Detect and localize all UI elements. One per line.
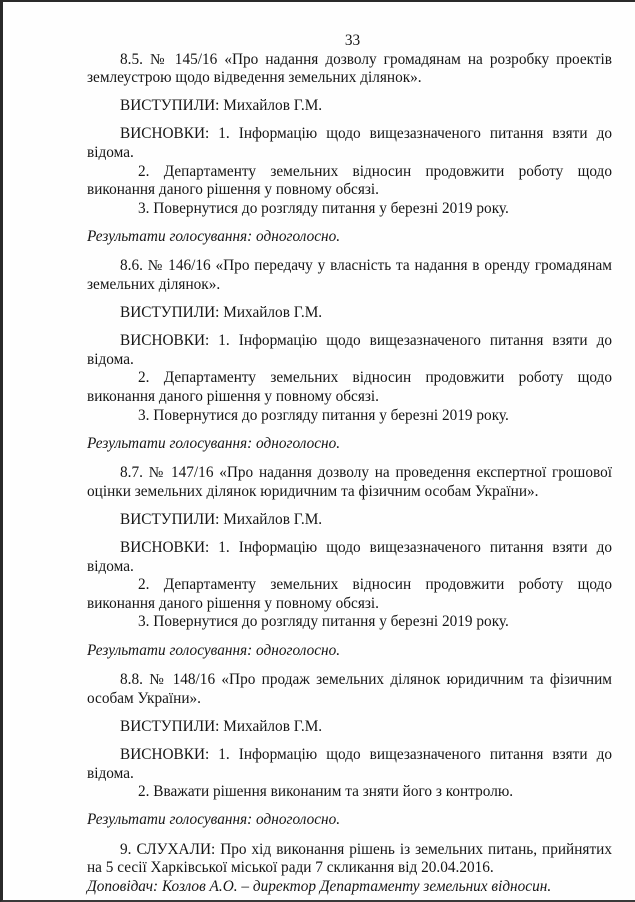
item-spoke: ВИСТУПИЛИ: Михайлов Г.М. — [120, 304, 323, 322]
agenda-item-8-7 — [87, 464, 612, 660]
item-spoke: ВИСТУПИЛИ: Михайлов Г.М. — [120, 97, 323, 115]
agenda-item-9 — [87, 841, 612, 897]
item-conclusion-2: 2. Департаменту земельних відносин продовжити роботу щодо виконання даного рішення у повному обсязі. — [87, 576, 612, 612]
item-vote-result: Результати голосування: одноголосно. — [87, 434, 341, 452]
item-conclusion-2: 2. Департаменту земельних відносин продовжити роботу щодо виконання даного рішення у повному обсязі. — [87, 162, 612, 199]
heard-statement: 9. СЛУХАЛИ: Про хід виконання рішень із земельних питань, прийнятих на 5 сесії Харківської міської ради 7 скликання від 20.04.2016. — [87, 840, 612, 877]
agenda-item-8-6 — [87, 257, 612, 453]
item-conclusion-1: ВИСНОВКИ: 1. Інформацію щодо вищезазначеного питання взяти до відома. — [87, 332, 612, 368]
item-conclusion-3: 3. Повернутися до розгляду питання у березні 2019 року. — [138, 613, 509, 631]
item-vote-result: Результати голосування: одноголосно. — [87, 641, 341, 659]
item-conclusion-2: 2. Департаменту земельних відносин продовжити роботу щодо виконання даного рішення у повному обсязі. — [87, 369, 612, 405]
item-conclusion-3: 3. Повернутися до розгляду питання у березні 2019 року. — [138, 406, 509, 424]
page-number: 33 — [344, 32, 361, 49]
item-title: 8.6. № 146/16 «Про передачу у власність та надання в оренду громадянам земельних ділянок». — [87, 257, 612, 294]
item-conclusion-1: ВИСНОВКИ: 1. Інформацію щодо вищезазначеного питання взяти до відома. — [87, 745, 612, 782]
item-title: 8.7. № 147/16 «Про надання дозволу на проведення експертної грошової оцінки земельних ділянок юридичним та фізичним особам України». — [87, 464, 612, 500]
item-spoke: ВИСТУПИЛИ: Михайлов Г.М. — [120, 510, 323, 528]
item-conclusion-1: ВИСНОВКИ: 1. Інформацію щодо вищезазначеного питання взяти до відома. — [87, 125, 612, 161]
item-title: 8.8. № 148/16 «Про продаж земельних ділянок юридичним та фізичним особам України». — [87, 671, 612, 707]
item-spoke: ВИСТУПИЛИ: Михайлов Г.М. — [120, 717, 323, 735]
item-vote-result: Результати голосування: одноголосно. — [87, 811, 341, 829]
item-vote-result: Результати голосування: одноголосно. — [87, 227, 341, 245]
item-conclusion-2: 2. Вважати рішення виконаним та зняти його з контролю. — [138, 783, 514, 801]
speaker-line: Доповідач: Козлов А.О. – директор Департаменту земельних відносин. — [87, 877, 552, 895]
agenda-item-8-8 — [87, 671, 612, 830]
agenda-item-8-5 — [87, 51, 612, 247]
item-title: 8.5. № 145/16 «Про надання дозволу громадянам на розробку проектів землеустрою щодо відведення земельних ділянок». — [87, 50, 612, 87]
item-conclusion-3: 3. Повернутися до розгляду питання у березні 2019 року. — [138, 199, 509, 217]
document-body — [87, 32, 612, 897]
item-conclusion-1: ВИСНОВКИ: 1. Інформацію щодо вищезазначеного питання взяти до відома. — [87, 539, 612, 575]
